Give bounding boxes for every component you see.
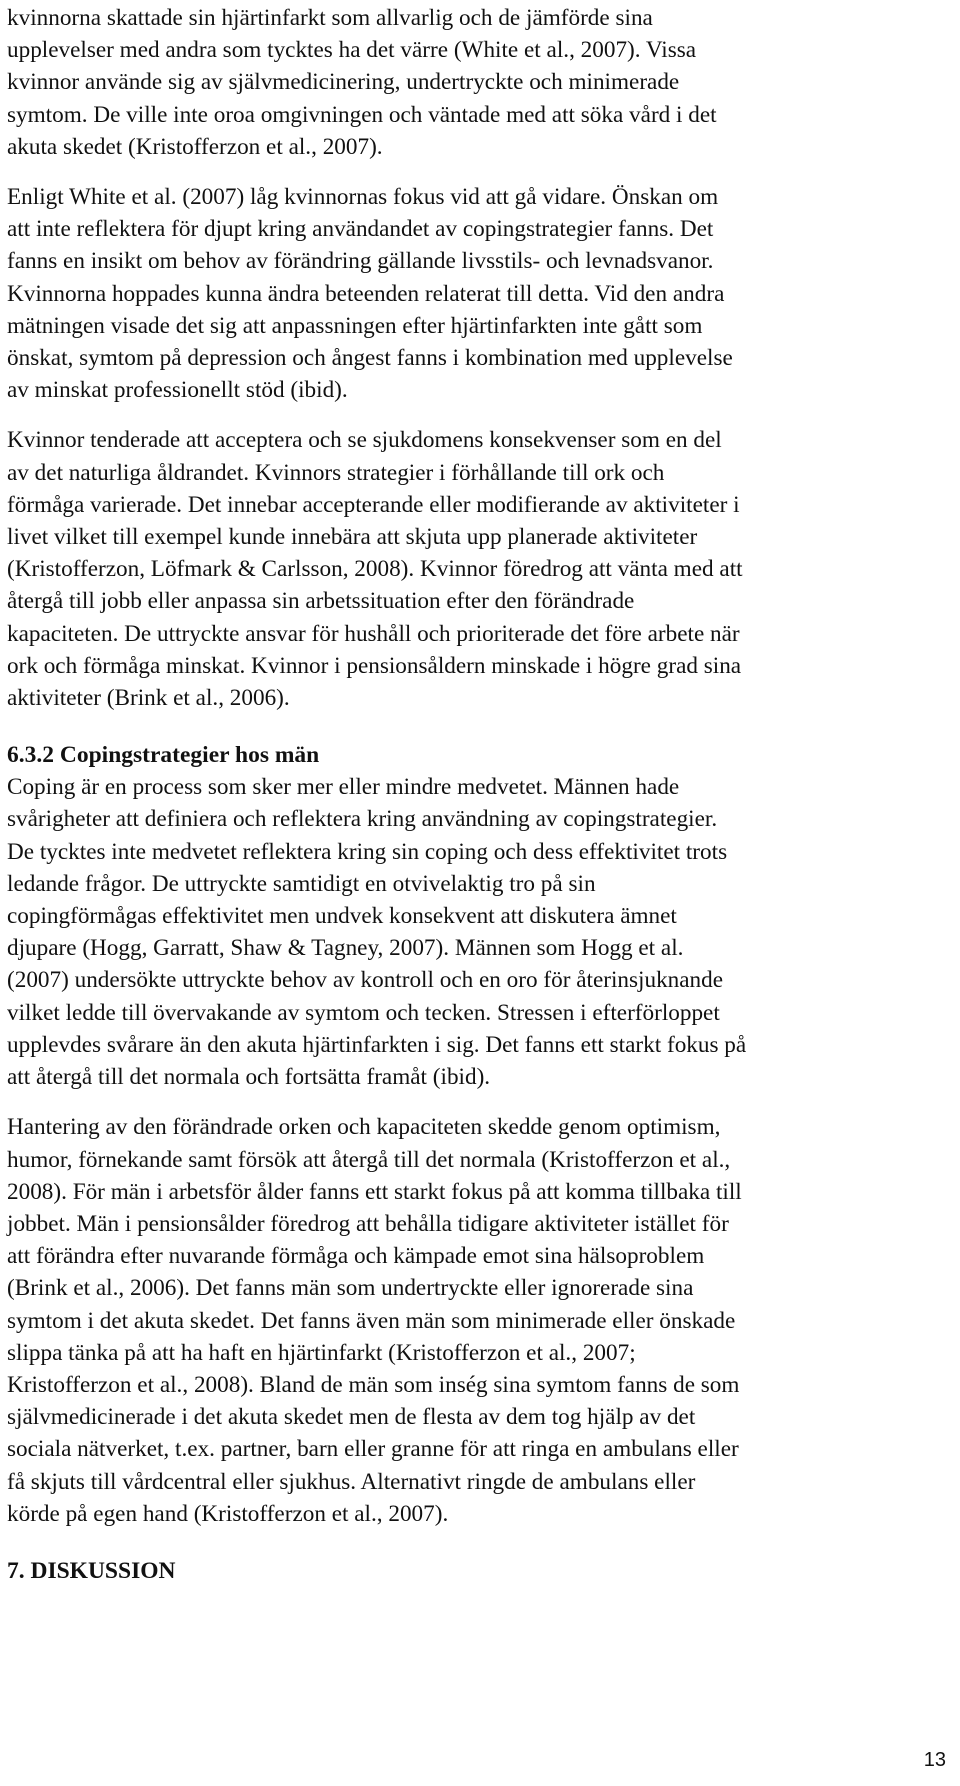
text-line: upplevelser med andra som tycktes ha det värre (White et al., 2007). Vissa [7, 37, 697, 64]
text-line: att förändra efter nuvarande förmåga och kämpade emot sina hälsoproblem [7, 1243, 705, 1270]
text-line: återgå till jobb eller anpassa sin arbetssituation efter den förändrade [7, 588, 635, 615]
text-line: körde på egen hand (Kristofferzon et al., 2007). [7, 1500, 449, 1527]
text-line: slippa tänka på att ha haft en hjärtinfarkt (Kristofferzon et al., 2007; [7, 1339, 636, 1366]
text-line: livet vilket till exempel kunde innebära att skjuta upp planerade aktiviteter [7, 524, 698, 551]
paragraph-spacer [7, 163, 947, 181]
paragraph-spacer [7, 406, 947, 424]
text-line: svårigheter att definiera och reflektera kring användning av copingstrategier. [7, 806, 718, 833]
text-line: av minskat professionellt stöd (ibid). [7, 377, 348, 404]
text-line: upplevdes svårare än den akuta hjärtinfarkten i sig. Det fanns ett starkt fokus på [7, 1031, 747, 1058]
paragraph-handling [7, 1111, 947, 1530]
paragraph-aging [7, 424, 947, 714]
text-line: kvinnorna skattade sin hjärtinfarkt som allvarlig och de jämförde sina [7, 5, 653, 31]
text-line: ork och förmåga minskat. Kvinnor i pensionsåldern minskade i högre grad sina [7, 652, 742, 679]
text-line: ledande frågor. De uttryckte samtidigt en otvivelaktig tro på sin [7, 870, 596, 897]
paragraph-continuation [7, 2, 947, 163]
paragraph-spacer [7, 714, 947, 739]
page-number: 13 [923, 1749, 946, 1771]
text-line: (Kristofferzon, Löfmark & Carlsson, 2008). Kvinnor föredrog att vänta med att [7, 556, 743, 583]
text-line: att återgå till det normala och fortsätta framåt (ibid). [7, 1064, 491, 1091]
text-line: få skjuts till vårdcentral eller sjukhus. Alternativt ringde de ambulans eller [7, 1468, 696, 1495]
text-line: jobbet. Män i pensionsålder föredrog att behålla tidigare aktiviteter istället för [7, 1210, 729, 1237]
text-line: symtom i det akuta skedet. Det fanns även män som minimerade eller önskade [7, 1307, 736, 1334]
text-line: sociala nätverket, t.ex. partner, barn eller granne för att ringa en ambulans eller [7, 1436, 739, 1463]
text-line: Hantering av den förändrade orken och kapaciteten skedde genom optimism, [7, 1114, 721, 1141]
text-line: humor, förnekande samt försök att återgå till det normala (Kristofferzon et al., [7, 1146, 731, 1173]
subsection-heading: 6.3.2 Copingstrategier hos män [7, 742, 320, 769]
text-line: De tycktes inte medvetet reflektera kring sin coping och dess effektivitet trots [7, 838, 728, 865]
paragraph-spacer [7, 1530, 947, 1555]
text-line: akuta skedet (Kristofferzon et al., 2007). [7, 133, 383, 160]
text-line: symtom. De ville inte oroa omgivningen och väntade med att söka vård i det [7, 101, 717, 128]
text-line: Kristofferzon et al., 2008). Bland de män som inség sina symtom fanns de som [7, 1371, 740, 1398]
text-line: förmåga varierade. Det innebar accepterande eller modifierande av aktiviteter i [7, 491, 740, 518]
paragraph-white [7, 181, 947, 406]
text-line: självmedicinerade i det akuta skedet men de flesta av dem tog hjälp av det [7, 1404, 696, 1431]
text-line: Kvinnorna hoppades kunna ändra beteenden relaterat till detta. Vid den andra [7, 280, 725, 307]
text-line: Coping är en process som sker mer eller mindre medvetet. Männen hade [7, 774, 680, 801]
text-line: kapaciteten. De uttryckte ansvar för hushåll och prioriterade det före arbete när [7, 620, 740, 647]
text-line: djupare (Hogg, Garratt, Shaw & Tagney, 2007). Männen som Hogg et al. [7, 935, 684, 962]
text-line: av det naturliga åldrandet. Kvinnors strategier i förhållande till ork och [7, 459, 665, 486]
text-line: 2008). För män i arbetsför ålder fanns ett starkt fokus på att komma tillbaka till [7, 1178, 742, 1205]
text-line: kvinnor använde sig av självmedicinering, undertryckte och minimerade [7, 69, 680, 96]
text-line: (Brink et al., 2006). Det fanns män som undertryckte eller ignorerade sina [7, 1275, 694, 1302]
text-line: fanns en insikt om behov av förändring gällande livsstils- och levnadsvanor. [7, 248, 714, 275]
document-page [7, 2, 947, 1587]
text-line: önskat, symtom på depression och ångest fanns i kombination med upplevelse [7, 345, 733, 372]
text-line: Kvinnor tenderade att acceptera och se sjukdomens konsekvenser som en del [7, 427, 722, 454]
paragraph-men-coping [7, 771, 947, 1093]
text-line: copingförmågas effektivitet men undvek konsekvent att diskutera ämnet [7, 903, 677, 930]
text-line: Enligt White et al. (2007) låg kvinnornas fokus vid att gå vidare. Önskan om [7, 184, 719, 211]
text-line: vilket ledde till övervakande av symtom och tecken. Stressen i efterförloppet [7, 999, 720, 1026]
text-line: mätningen visade det sig att anpassningen efter hjärtinfarkten inte gått som [7, 312, 703, 339]
text-line: (2007) undersökte uttryckte behov av kontroll och en oro för återinsjuknande [7, 967, 724, 994]
text-line: aktiviteter (Brink et al., 2006). [7, 685, 290, 712]
text-line: att inte reflektera för djupt kring användandet av copingstrategier fanns. Det [7, 216, 714, 243]
section-heading: 7. DISKUSSION [7, 1557, 176, 1584]
paragraph-spacer [7, 1093, 947, 1111]
